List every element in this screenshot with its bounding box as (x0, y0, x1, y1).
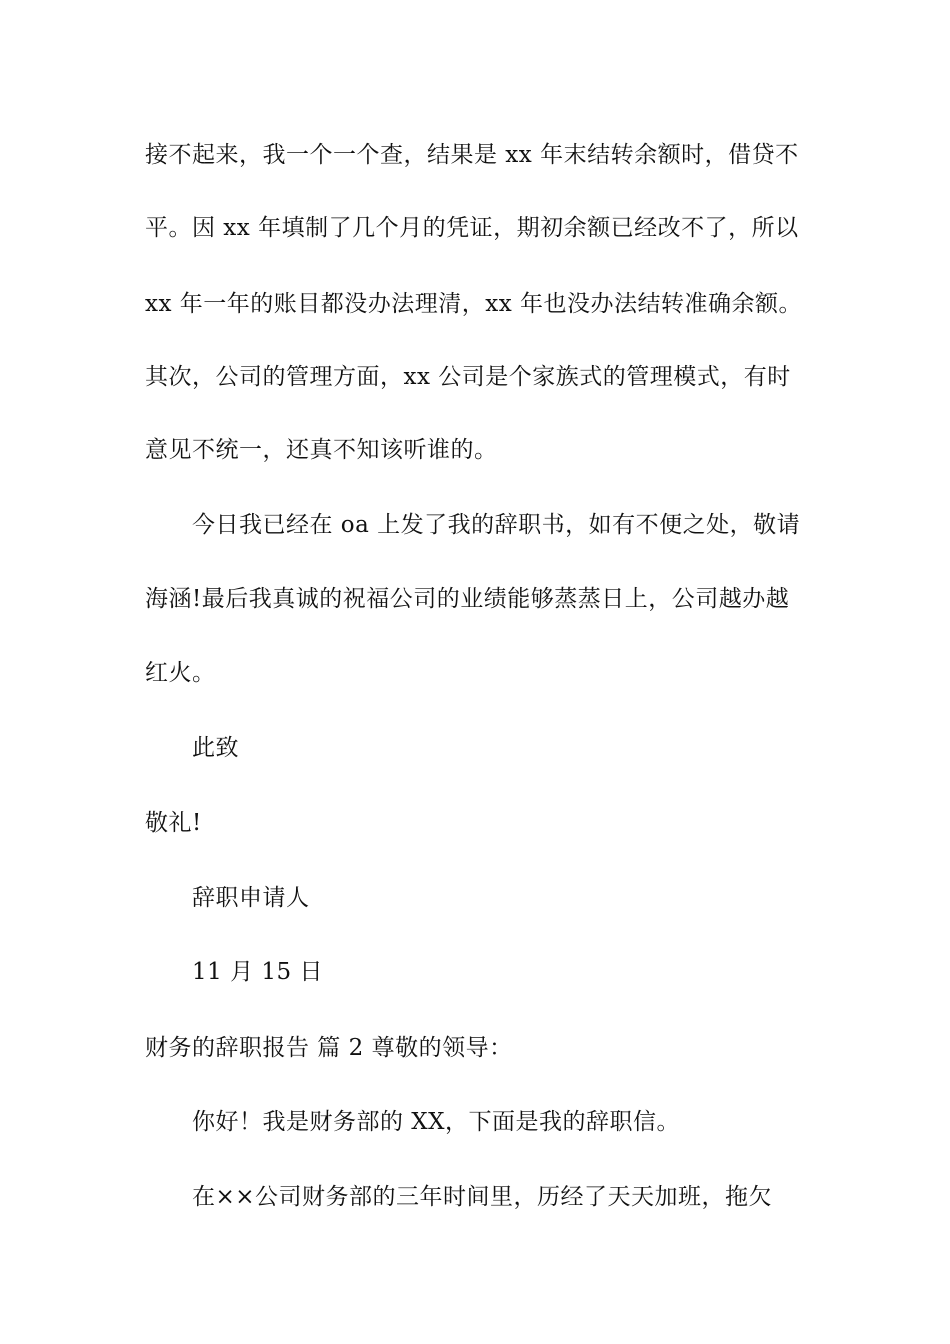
paragraph-line: xx 年一年的账目都没办法理清，xx 年也没办法结转准确余额。 (145, 291, 803, 317)
paragraph-line: 红火。 (145, 660, 216, 686)
paragraph-line: 平。因 xx 年填制了几个月的凭证，期初余额已经改不了，所以 (145, 215, 799, 241)
section-heading: 财务的辞职报告 篇 2 尊敬的领导： (145, 1035, 513, 1061)
closing-line: 敬礼! (145, 810, 202, 836)
date-line: 11 月 15 日 (192, 959, 323, 985)
paragraph-line: 今日我已经在 oa 上发了我的辞职书，如有不便之处，敬请 (192, 512, 801, 538)
paragraph-line: 意见不统一，还真不知该听谁的。 (145, 437, 498, 463)
signature-line: 辞职申请人 (192, 885, 310, 911)
salutation-line: 此致 (192, 735, 239, 761)
paragraph-line: 海涵!最后我真诚的祝福公司的业绩能够蒸蒸日上，公司越办越 (145, 586, 790, 612)
paragraph-line: 在××公司财务部的三年时间里，历经了天天加班，拖欠 (192, 1184, 773, 1210)
paragraph-line: 其次，公司的管理方面，xx 公司是个家族式的管理模式，有时 (145, 364, 791, 390)
paragraph-line: 你好！我是财务部的 XX，下面是我的辞职信。 (192, 1109, 681, 1135)
paragraph-line: 接不起来，我一个一个查，结果是 xx 年末结转余额时，借贷不 (145, 142, 799, 168)
